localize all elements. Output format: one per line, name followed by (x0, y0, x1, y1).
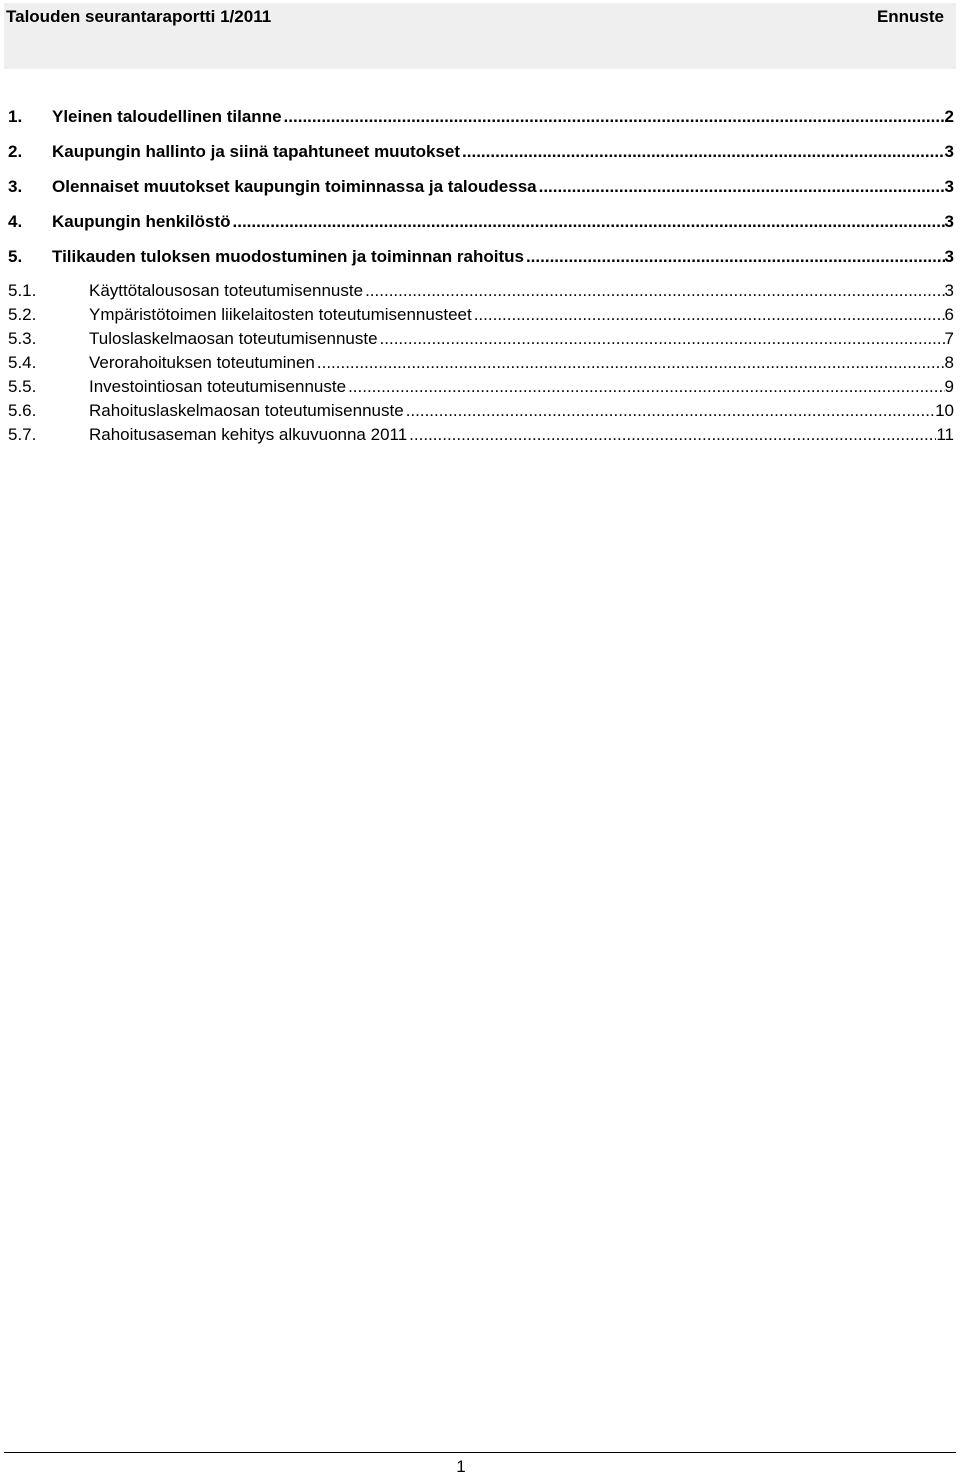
toc-entry-5-6[interactable] (8, 400, 954, 424)
report-label: Ennuste (876, 7, 944, 26)
page-header (4, 3, 956, 69)
toc-title: Käyttötalousosan toteutumisennuste (89, 281, 364, 300)
toc-page-number: 3 (944, 142, 954, 161)
toc-page-number: 7 (944, 329, 954, 348)
toc-dot-leader (378, 328, 945, 350)
toc-page-number: 3 (944, 281, 954, 300)
toc-dot-leader (363, 280, 944, 302)
toc-title: Ympäristötoimen liikelaitosten toteutumisennusteet (89, 305, 472, 324)
toc-page-number: 10 (935, 401, 954, 420)
toc-title: Investointiosan toteutumisennuste (89, 377, 347, 396)
toc-dot-leader (460, 141, 945, 163)
toc-page-number: 11 (936, 425, 954, 444)
toc-dot-leader (404, 400, 935, 422)
toc-number: 5.6. (8, 401, 37, 420)
toc-number: 2. (8, 142, 23, 161)
toc-dot-leader (472, 304, 945, 326)
toc-title: Rahoitusaseman kehitys alkuvuonna 2011 (89, 425, 408, 444)
toc-title: Tuloslaskelmaosan toteutumisennuste (89, 329, 378, 348)
toc-page-number: 9 (944, 377, 954, 396)
toc-dot-leader (537, 176, 945, 198)
toc-page-number: 6 (944, 305, 954, 324)
page-number: 1 (456, 1457, 466, 1476)
toc-dot-leader (315, 352, 945, 374)
toc-number: 5.2. (8, 305, 37, 324)
toc-entry-5-4[interactable] (8, 352, 954, 376)
toc-title: Olennaiset muutokset kaupungin toiminnassa ja taloudessa (52, 177, 537, 196)
toc-title: Verorahoituksen toteutuminen (89, 353, 315, 372)
toc-dot-leader (407, 424, 936, 446)
toc-entry-3[interactable] (8, 176, 954, 211)
toc-title: Tilikauden tuloksen muodostuminen ja toiminnan rahoitus (52, 247, 524, 266)
toc-entry-5-7[interactable] (8, 424, 954, 448)
toc-dot-leader (346, 376, 944, 398)
toc-page-number: 3 (944, 177, 954, 196)
toc-number: 5.4. (8, 353, 37, 372)
toc-entry-1[interactable] (8, 106, 954, 141)
toc-number: 4. (8, 212, 23, 231)
toc-number: 1. (8, 107, 23, 126)
toc-page-number: 2 (944, 107, 954, 126)
toc-entry-5[interactable] (8, 246, 954, 280)
toc-number: 5.3. (8, 329, 37, 348)
toc-page-number: 3 (944, 247, 954, 266)
toc-number: 5.1. (8, 281, 37, 300)
toc-title: Kaupungin henkilöstö (52, 212, 231, 231)
toc-dot-leader (231, 211, 945, 233)
toc-title: Rahoituslaskelmaosan toteutumisennuste (89, 401, 404, 420)
toc-number: 5.7. (8, 425, 37, 444)
toc-dot-leader (282, 106, 945, 128)
toc-entry-2[interactable] (8, 141, 954, 176)
toc-number: 3. (8, 177, 23, 196)
toc-entry-5-2[interactable] (8, 304, 954, 328)
toc-title: Kaupungin hallinto ja siinä tapahtuneet muutokset (52, 142, 461, 161)
toc-page-number: 8 (944, 353, 954, 372)
report-title: Talouden seurantaraportti 1/2011 (6, 7, 272, 26)
toc-entry-5-1[interactable] (8, 280, 954, 304)
toc-entry-4[interactable] (8, 211, 954, 246)
toc-page-number: 3 (944, 212, 954, 231)
footer-divider (4, 1452, 956, 1453)
toc-number: 5. (8, 247, 23, 266)
toc-number: 5.5. (8, 377, 37, 396)
table-of-contents (8, 106, 954, 448)
toc-entry-5-5[interactable] (8, 376, 954, 400)
toc-entry-5-3[interactable] (8, 328, 954, 352)
toc-title: Yleinen taloudellinen tilanne (52, 107, 282, 126)
toc-dot-leader (524, 246, 945, 268)
